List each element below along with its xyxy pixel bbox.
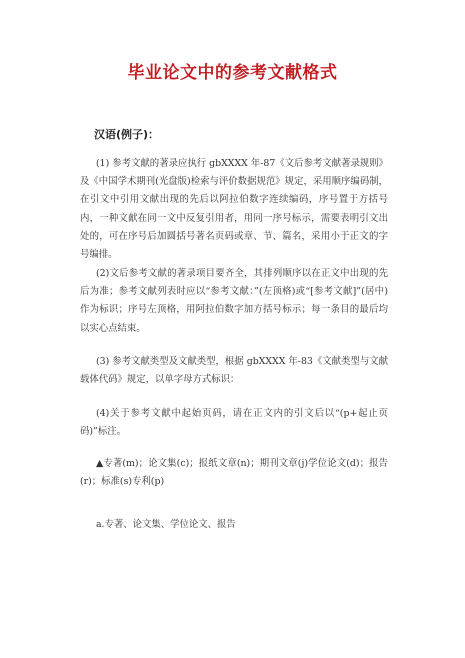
paragraph-2: (2)文后参考文献的著录项目要齐全，其排列顺序以在正文中出现的先后为准；参考文献列表时应以“参考文献：”(左顶格)或“[参考文献]”(居中)作为标识；序号左顶格，用阿拉伯数字加方括号标示；每一条目的最后均以实心点结束。 [80, 268, 388, 334]
paragraph-6: a.专著、论文集、学位论文、报告 [95, 519, 236, 530]
section-heading: 汉语(例子)： [94, 128, 160, 141]
document-title: 毕业论文中的参考文献格式 [127, 63, 338, 83]
paragraph-3: (3) 参考文献类型及文献类型，根据 gbXXXX 年-83《文献类型与文献载体代码》规定，以单字母方式标识： [80, 356, 388, 386]
paragraph-1: (1) 参考文献的著录应执行 gbXXXX 年-87《文后参考文献著录规则》及《中国学术期刊(光盘版)检索与评价数据规范》规定，采用顺序编码制，在引文中引用文献出现的先后以阿拉伯数字连续编码，序号置于方括号内，一种文献在同一文中反复引用者，用同一序号标示，需要表明引文出处的，可在序号后加圆括号著名页码或章、节、篇名，采用小于正文的字号编排。 [80, 158, 388, 261]
paragraph-5: ▲专著(m)；论文集(c)；报纸文章(n)；期刊文章(j)学位论文(d)；报告(r)；标准(s)专利(p) [80, 458, 388, 488]
paragraph-4: (4)关于参考文献中起始页码，请在正文内的引文后以“(p+起止页码)”标注。 [80, 408, 388, 438]
